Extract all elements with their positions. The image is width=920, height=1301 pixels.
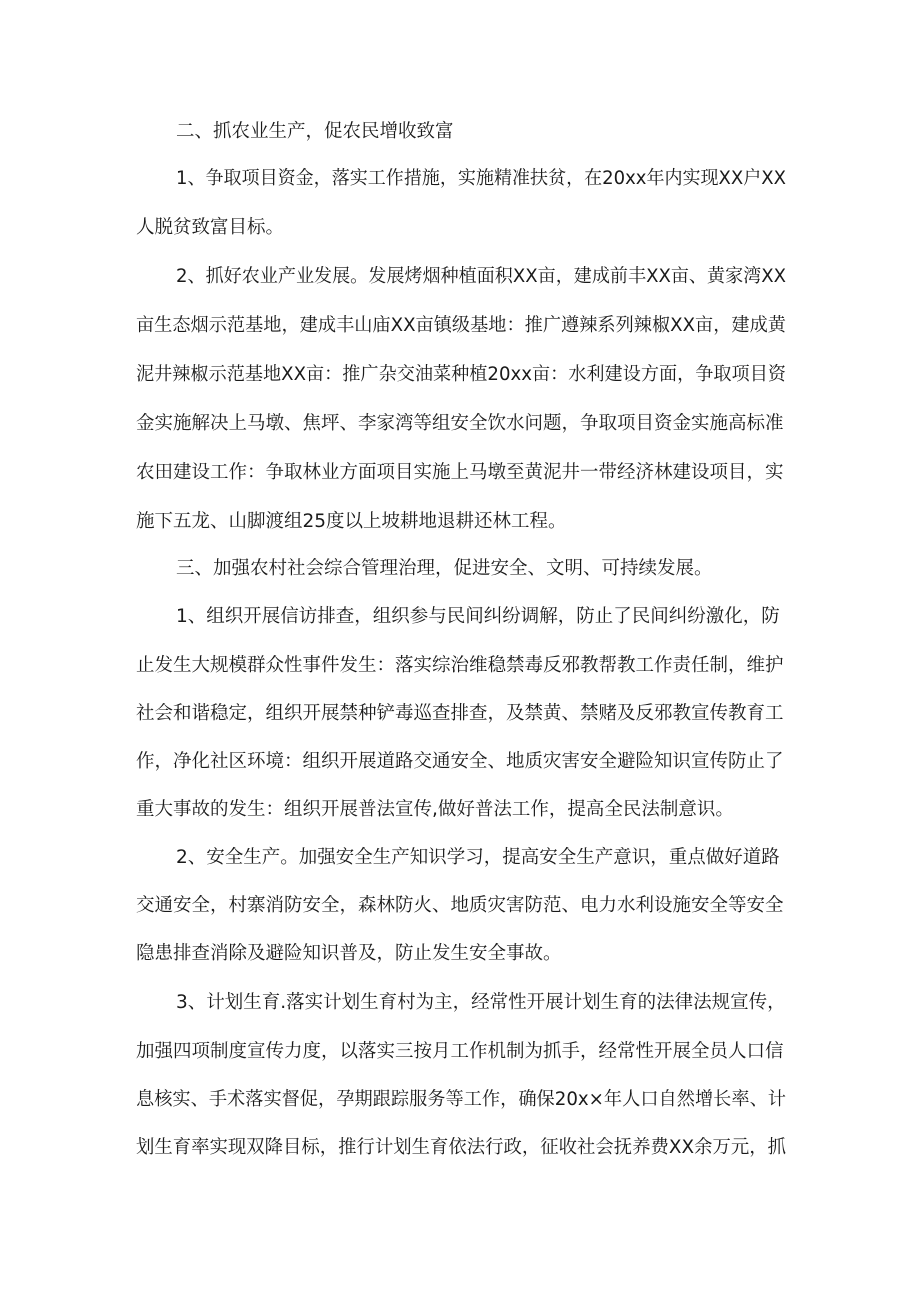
- document-page: 二、抓农业生产，促农民增收致富 1、争取项目资金，落实工作措施，实施精准扶贫，在20xx年内实现XX户XX 人脱贫致富目标。 2、抓好农业产业发展。发展烤烟种植面积XX亩，建成前丰XX亩、黄家湾XX 亩生态烟示范基地，建成丰山庙XX亩镇级基地：推广遵辣系列辣椒XX亩，建成黄 泥井辣椒示范基地XX亩：推广杂交油菜种植20xx亩：水利建设方面，争取项目资 金实施解决上马墩、焦坪、李家湾等组安全饮水问题，争取项目资金实施高标准 农田建设工作：争取林业方面项目实施上马墩至黄泥井一带经济林建设项目，实 施下五龙、山脚渡组25度以上坡耕地退耕还林工程。 三、加强农村社会综合管理治理，促进安全、文明、可持续发展。 1、组织开展信访排查，组织参与民间纠纷调解，防止了民间纠纷激化，防 止发生大规模群众性事件发生：落实综治维稳禁毒反邪教帮教工作责任制，维护 社会和谐稳定，组织开展禁种铲毒巡查排查，及禁黄、禁赌及反邪教宣传教育工 作，净化社区环境：组织开展道路交通安全、地质灾害安全避险知识宣传防止了 重大事故的发生：组织开展普法宣传,做好普法工作，提高全民法制意识。 2、安全生产。加强安全生产知识学习，提高安全生产意识，重点做好道路 交通安全，村寨消防安全，森林防火、地质灾害防范、电力水利设施安全等安全 隐患排查消除及避险知识普及，防止发生安全事故。 3、计划生育.落实计划生育村为主，经常性开展计划生育的法律法规宣传， 加强四项制度宣传力度，以落实三按月工作机制为抓手，经常性开展全员人口信 息核实、手术落实督促，孕期跟踪服务等工作，确保20x×年人口自然增长率、计 划生育率实现双降目标，推行计划生育依法行政，征收社会抚养费XX余万元，抓: [0, 0, 920, 1301]
